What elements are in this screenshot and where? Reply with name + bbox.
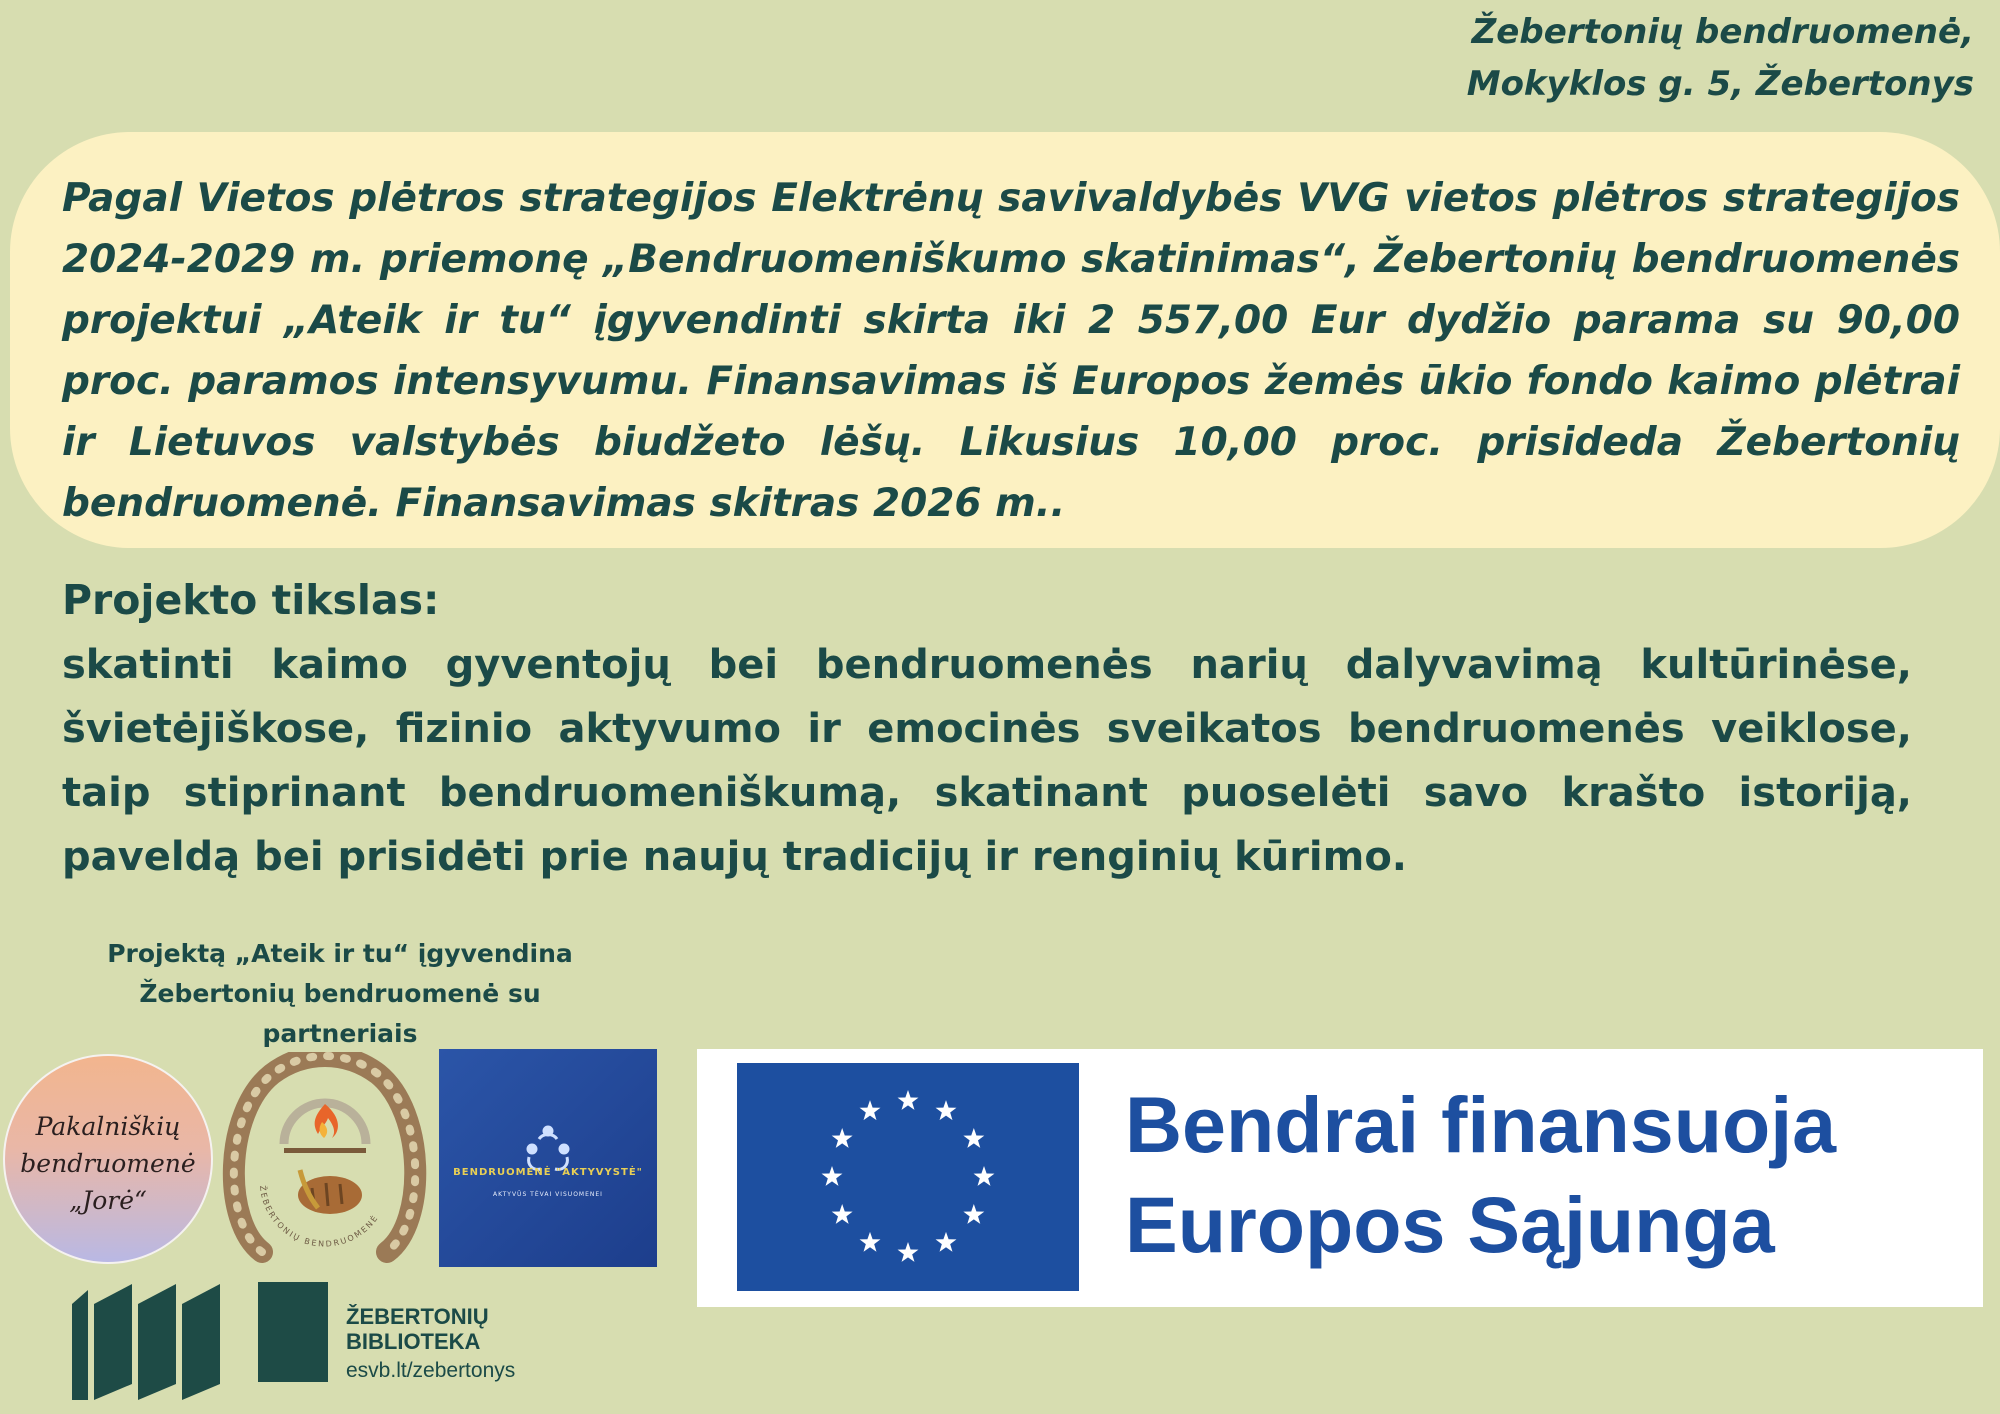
eu-line-2: Europos Sąjunga (1125, 1180, 1775, 1269)
library-name-line-2: BIBLIOTEKA (346, 1329, 481, 1354)
pakalniskiu-logo (3, 1054, 213, 1264)
eu-flag-icon (737, 1063, 1079, 1291)
zebertoniu-logo-ring-text: ŽEBERTONIŲ BENDRUOMENĖ (258, 1185, 381, 1249)
pakalniskiu-line-3: „Jorė“ (69, 1185, 147, 1215)
implementer-line-2: Žebertonių bendruomenė su partneriais (139, 979, 541, 1048)
aktyvyste-name: BENDRUOMENĖ "AKTYVYSTĖ" (453, 1167, 643, 1178)
library-url: esvb.lt/zebertonys (346, 1359, 516, 1382)
aktyvyste-subtitle: AKTYVŪS TĖVAI VISUOMENEI (493, 1191, 603, 1198)
library-name-line-1: ŽEBERTONIŲ (346, 1304, 489, 1329)
aktyvyste-people-icon (439, 1049, 657, 1267)
implementer-note (60, 934, 620, 1054)
implementer-line-1: Projektą „Ateik ir tu“ įgyvendina (107, 939, 573, 968)
address-line-2: Mokyklos g. 5, Žebertonys (1466, 64, 1974, 104)
zebertoniu-community-logo (222, 1052, 427, 1268)
pakalniskiu-line-2: bendruomenė (20, 1148, 196, 1178)
project-info-text: Pagal Vietos plėtros strategijos Elektrėnų savivaldybės VVG vietos plėtros strategijos 2024-2029 m. priemonę „Bendruomeniškumo skatinimas“, Žebertonių bendruomenės projektui „Ateik ir tu“ įgyvendinti skirta iki 2 557,00 Eur dydžio parama su 90,00 proc. paramos intensyvumu. Finansavimas iš Europos žemės ūkio fondo kaimo plėtrai ir Lietuvos valstybės biudžeto lėšų. Likusius 10,00 proc. prisideda Žebertonių bendruomenė. Finansavimas skitras 2026 m.. (62, 176, 1960, 526)
goal-text: skatinti kaimo gyventojų bei bendruomenės narių dalyvavimą kultūrinėse, švietėjiškose, fizinio aktyvumo ir emocinės sveikatos bendruomenės veiklose, taip stiprinant bendruomeniškumą, skatinant puoselėti savo krašto istoriją, paveldą bei prisidėti prie naujų tradicijų ir renginių kūrimo. (62, 642, 1912, 880)
eu-line-1: Bendrai finansuoja (1125, 1080, 1837, 1169)
address (1467, 6, 1974, 110)
eu-funding-text (1125, 1075, 1836, 1275)
goal-title: Projekto tikslas: (62, 576, 440, 624)
address-line-1: Žebertonių bendruomenė, (1471, 12, 1974, 52)
eu-funding-panel (697, 1049, 1983, 1307)
pakalniskiu-line-1: Pakalniškių (35, 1111, 181, 1141)
library-name (346, 1304, 489, 1354)
library-logo-icon (72, 1282, 330, 1402)
aktyvyste-logo (439, 1049, 657, 1267)
